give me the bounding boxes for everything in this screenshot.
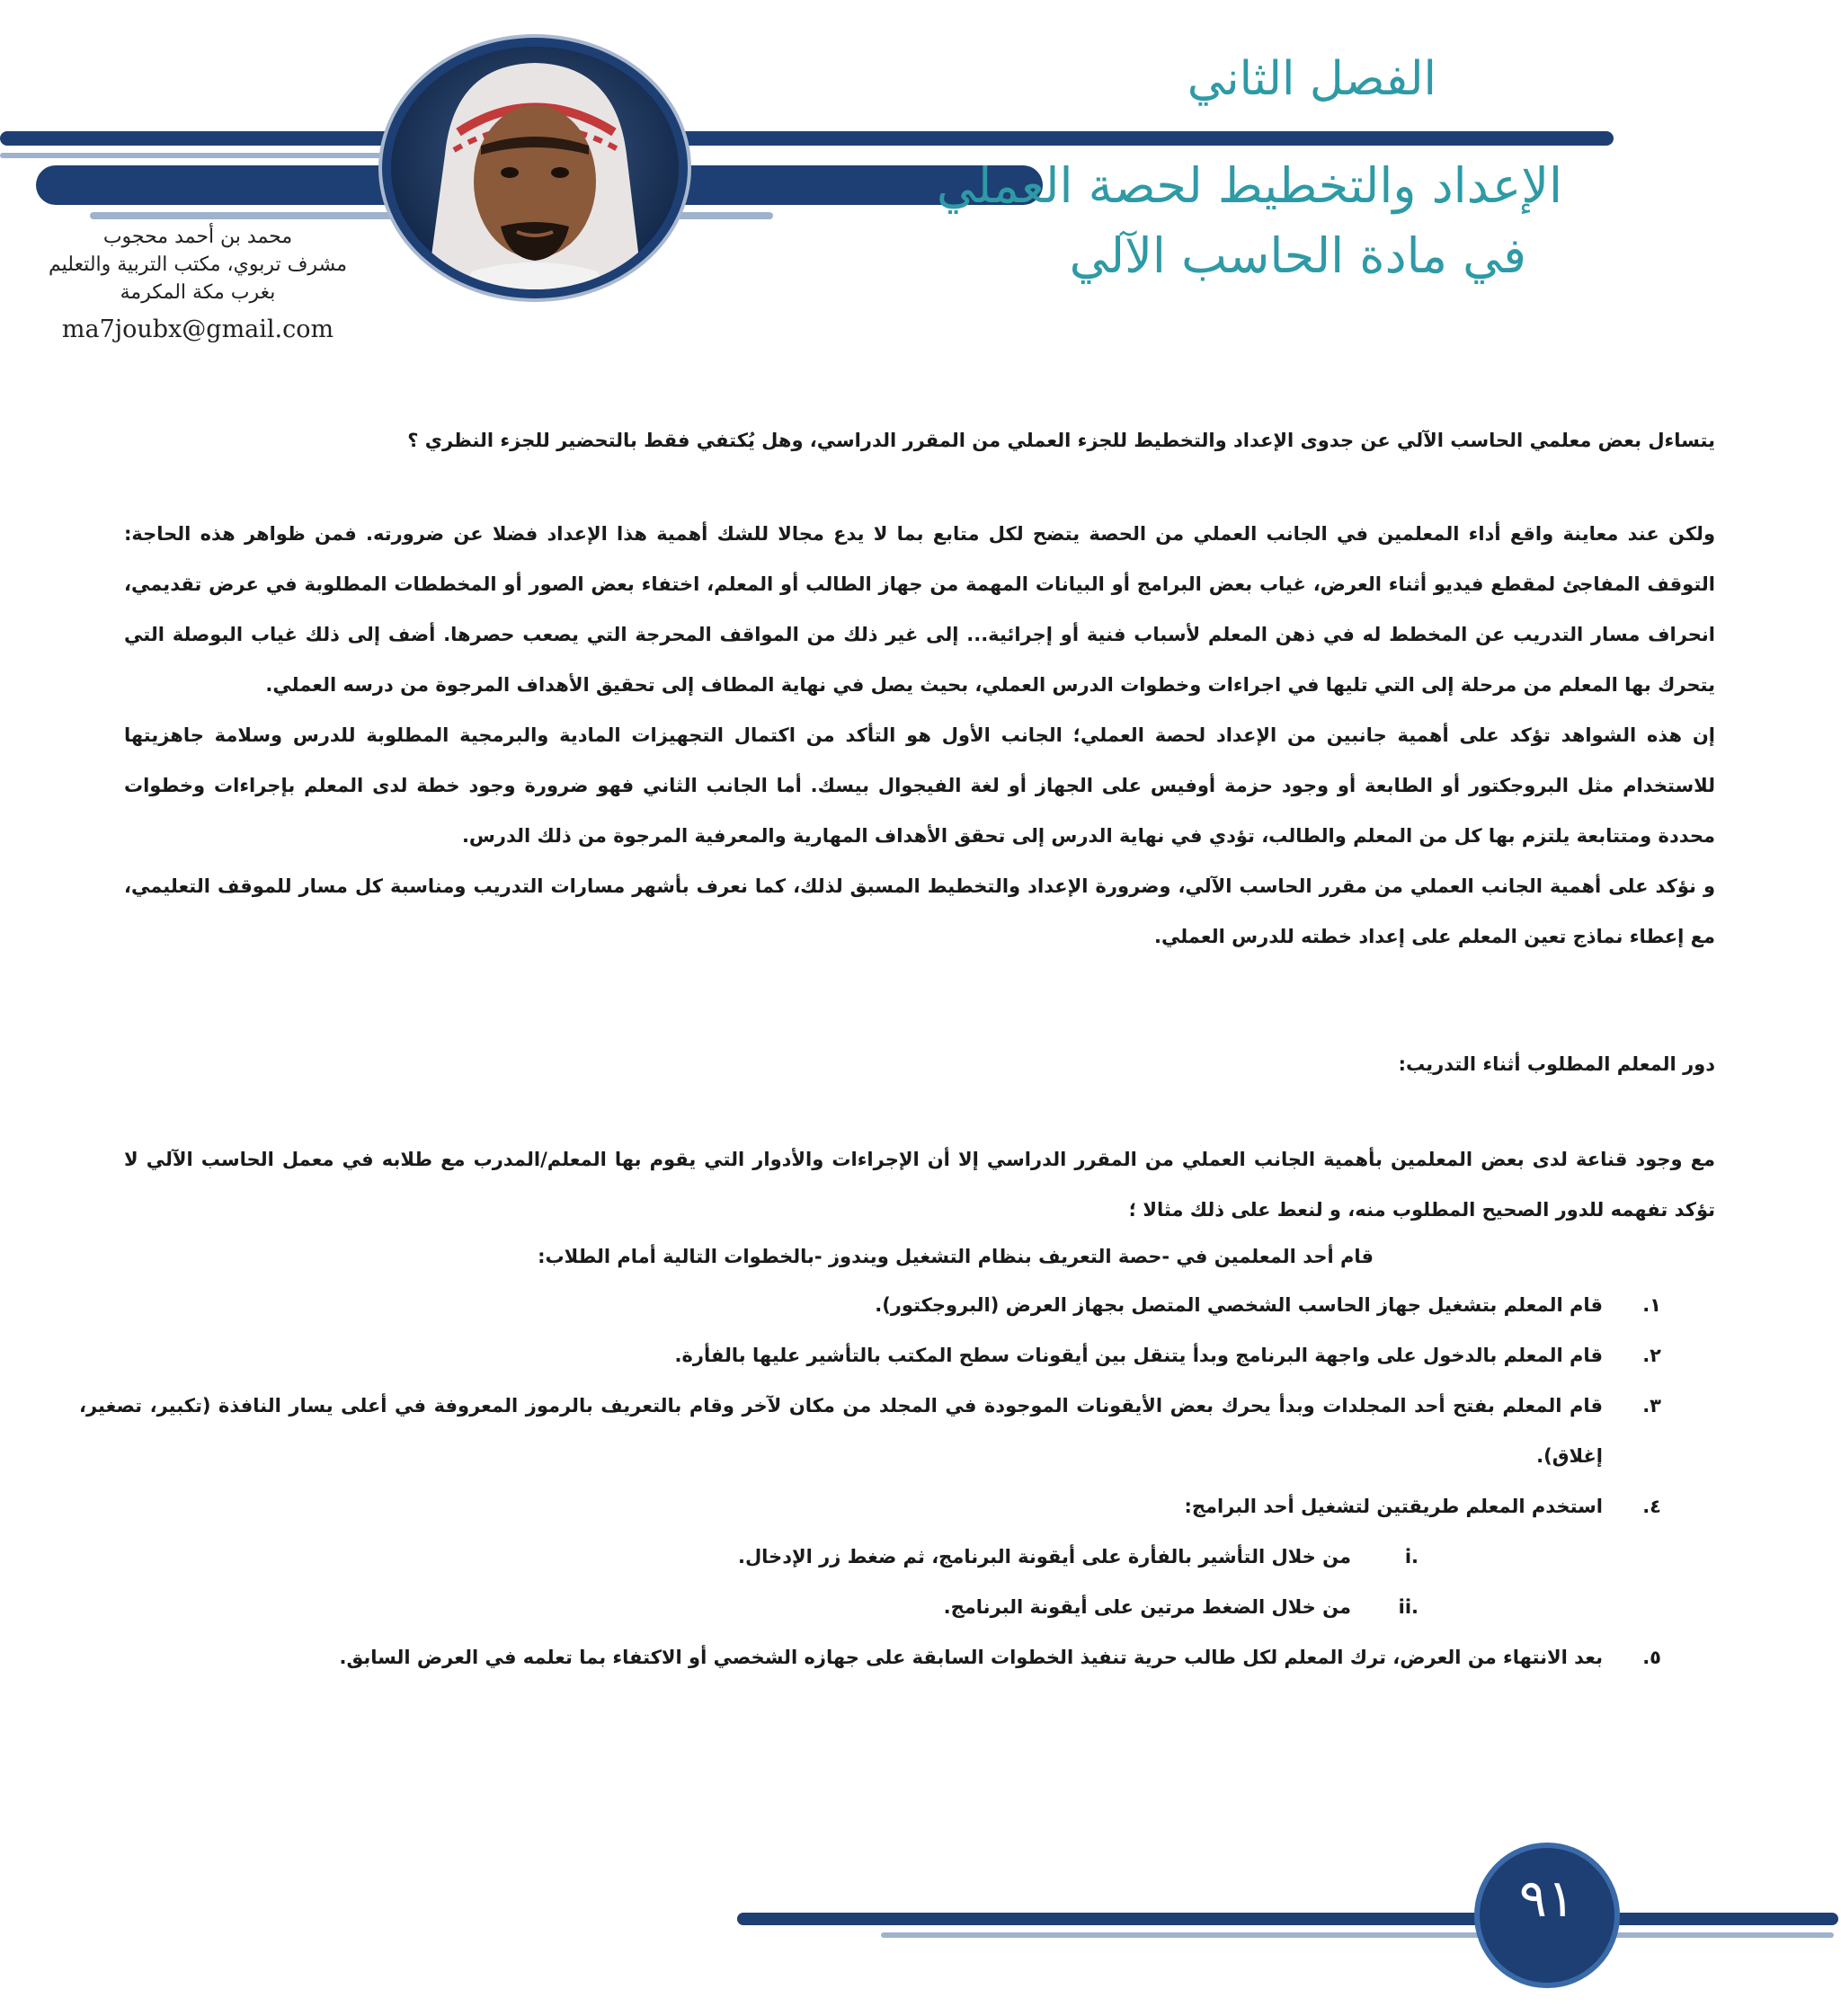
paragraph-2: إن هذه الشواهد تؤكد على أهمية جانبين من الإعداد لحصة العملي؛ الجانب الأول هو التأكد من اكتمال التجهيزات المادية والبرمجية المطلوبة للدرس وسلامة جاهزيتها للاستخدام مثل البروجكتور أو الطابعة أو وجود حزمة أوفيس على الجهاز أو لغة الفيجوال بيسك. أما الجانب الثاني فهو ضرورة وجود خطة لدى المعلم بإجراءات وخطوات محددة ومتتابعة يلتزم بها كل من المعلم والطالب، تؤدي في نهاية الدرس إلى تحقق الأهداف المهارية والمعرفية المرجوة من ذلك الدرس.	[124, 724, 1715, 847]
example-intro: قام أحد المعلمين في -حصة التعريف بنظام التشغيل ويندوز -بالخطوات التالية أمام الطلاب:	[538, 1246, 1374, 1267]
main-paragraphs	[124, 509, 1715, 962]
footer-bar	[737, 1913, 1838, 1925]
page-title	[753, 151, 1562, 291]
list-item: ٣. قام المعلم بفتح أحد المجلدات وبدأ يحرك بعض الأيقونات الموجودة في المجلد من مكان لآخر وقام بالتعريف بالرموز المعروفة في أعلى يسار النافذة (تكبير، تصغير، إغلاق).	[79, 1395, 1661, 1467]
author-info	[18, 223, 378, 343]
sub-list-item: ii. من خلال الضغط مرتين على أيقونة البرنامج.	[943, 1596, 1419, 1618]
author-email[interactable]: ma7joubx@gmail.com	[61, 315, 334, 343]
title-line-1: الإعداد والتخطيط لحصة العملي	[936, 157, 1562, 214]
intro-block	[124, 415, 1715, 466]
author-role: مشرف تربوي، مكتب التربية والتعليم	[49, 253, 347, 276]
list-item: ٥. بعد الانتهاء من العرض، ترك المعلم لكل طالب حرية تنفيذ الخطوات السابقة على جهازه الشخصي أو الاكتفاء بما تعلمه في العرض السابق.	[339, 1647, 1661, 1668]
author-portrait	[382, 38, 688, 298]
list-item: ١. قام المعلم بتشغيل جهاز الحاسب الشخصي المتصل بجهاز العرض (البروجكتور).	[875, 1294, 1661, 1316]
chapter-title: الفصل الثاني	[1187, 52, 1436, 106]
section-intro: مع وجود قناعة لدى بعض المعلمين بأهمية الجانب العملي من المقرر الدراسي إلا أن الإجراءات والأدوار التي يقوم بها المعلم/المدرب مع طلابه في معمل الحاسب الآلي لا تؤكد تفهمه للدور الصحيح المطلوب منه، و لنعط على ذلك مثالا ؛	[124, 1149, 1715, 1221]
author-name: محمد بن أحمد محجوب	[102, 226, 293, 248]
paragraph-3: و نؤكد على أهمية الجانب العملي من مقرر الحاسب الآلي، وضرورة الإعداد والتخطيط المسبق لذلك، كما نعرف بأشهر مسارات التدريب ومناسبة كل مسار للموقف التعليمي، مع إعطاء نماذج تعين المعلم على إعداد خطته للدرس العملي.	[124, 875, 1715, 947]
author-portrait-image	[391, 47, 679, 289]
steps-list	[79, 1280, 1715, 1683]
sub-list-item: i. من خلال التأشير بالفأرة على أيقونة البرنامج، ثم ضغط زر الإدخال.	[737, 1546, 1419, 1568]
paragraph-1: ولكن عند معاينة واقع أداء المعلمين في الجانب العملي من الحصة يتضح لكل متابع بما لا يدع مجالا للشك أهمية هذا الإعداد فضلا عن ضرورته. فمن ظواهر هذه الحاجة: التوقف المفاجئ لمقطع فيديو أثناء العرض، غياب بعض البرامج أو البيانات المهمة من جهاز الطالب أو المعلم، اختفاء بعض الصور أو المخططات المطلوبة في عرض تقديمي، انحراف مسار التدريب عن المخطط له في ذهن المعلم لأسباب فنية أو إجرائية... إلى غير ذلك من المواقف المحرجة التي يصعب حصرها. أضف إلى ذلك غياب البوصلة التي يتحرك بها المعلم من مرحلة إلى التي تليها في اجراءات وخطوات الدرس العملي، بحيث يصل في نهاية المطاف إلى تحقيق الأهداف المرجوة من درسه العملي.	[124, 523, 1715, 696]
page-number: ٩١	[1518, 1868, 1576, 1929]
footer-bar-light	[881, 1932, 1834, 1938]
list-item: ٢. قام المعلم بالدخول على واجهة البرنامج وبدأ يتنقل بين أيقونات سطح المكتب بالتأشير عليها بالفأرة.	[674, 1345, 1661, 1366]
section-intro-block	[124, 1134, 1715, 1235]
author-location: بغرب مكة المكرمة	[120, 281, 276, 304]
header-bar-top	[0, 131, 1614, 146]
intro-paragraph: يتساءل بعض معلمي الحاسب الآلي عن جدوى الإعداد والتخطيط للجزء العملي من المقرر الدراسي، وهل يُكتفي فقط بالتحضير للجزء النظري ؟	[407, 430, 1715, 451]
section-heading: دور المعلم المطلوب أثناء التدريب:	[1398, 1053, 1715, 1075]
list-item: ٤. استخدم المعلم طريقتين لتشغيل أحد البرامج:	[1184, 1496, 1661, 1517]
title-line-2: في مادة الحاسب الآلي	[1069, 227, 1526, 284]
